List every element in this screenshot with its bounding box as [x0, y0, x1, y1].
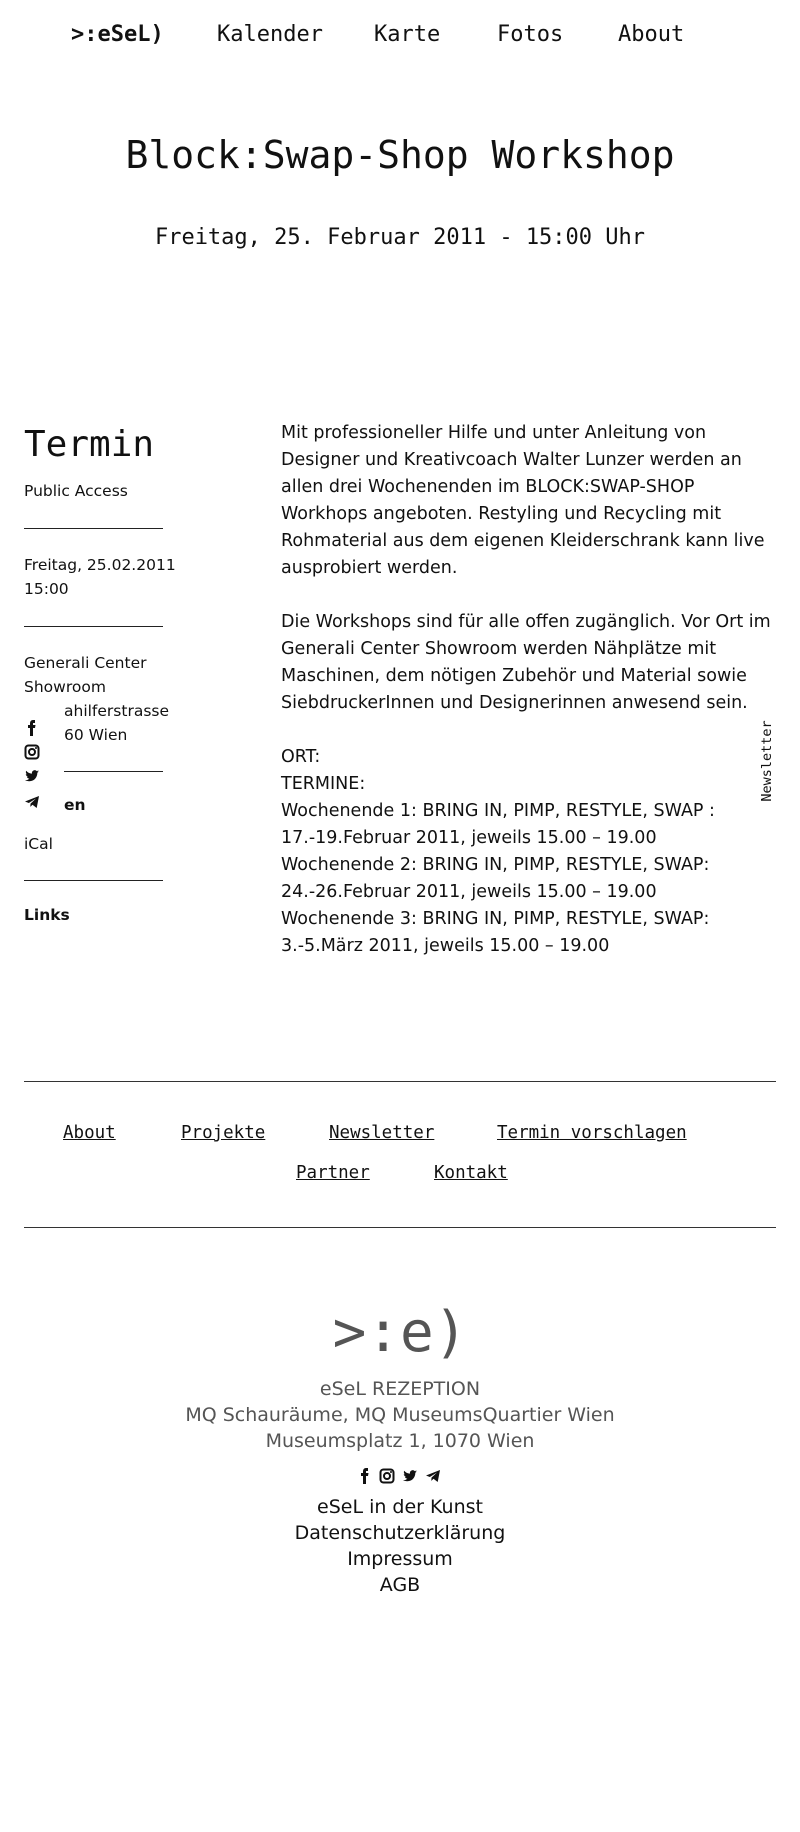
description-paragraph: Die Workshops sind für alle offen zugänglich. Vor Ort im Generali Center Showroom werden Nähplätze mit Maschinen, dem nötigen Zubehör und Material sowie SiebdruckerInnen und Designerinnen anwesend sein.	[281, 612, 771, 713]
footer-link-projekte[interactable]: Projekte	[181, 1123, 266, 1143]
divider	[24, 528, 163, 529]
schedule-line: 17.-19.Februar 2011, jeweils 15.00 – 19.00	[281, 828, 657, 848]
twitter-icon[interactable]	[24, 768, 40, 784]
links-label[interactable]: Links	[24, 906, 70, 924]
footer-link-newsletter[interactable]: Newsletter	[329, 1123, 435, 1143]
nav-kalender[interactable]: Kalender	[217, 22, 323, 47]
telegram-icon[interactable]	[24, 794, 40, 810]
top-navigation	[0, 22, 800, 52]
location-city: 60 Wien	[64, 726, 128, 744]
access-label: Public Access	[24, 482, 128, 500]
schedule-line: 3.-5.März 2011, jeweils 15.00 – 19.00	[281, 936, 610, 956]
share-label[interactable]: en	[64, 796, 86, 814]
schedule-line: Wochenende 3: BRING IN, PIMP, RESTYLE, SWAP:	[281, 909, 710, 929]
divider	[24, 1227, 776, 1228]
telegram-icon[interactable]	[425, 1468, 441, 1484]
description-paragraph: Mit professioneller Hilfe und unter Anleitung von Designer und Kreativcoach Walter Lunzer werden an allen drei Wochenenden im BLOCK:SWAP-SHOP Workhops angeboten. Restyling und Recycling mit Rohmaterial aus dem eigenen Kleiderschrank kann live ausprobiert werden.	[281, 423, 765, 578]
divider	[24, 880, 163, 881]
footer-address-line: MQ Schauräume, MQ MuseumsQuartier Wien	[185, 1404, 615, 1426]
nav-karte[interactable]: Karte	[374, 22, 441, 47]
nav-fotos[interactable]: Fotos	[497, 22, 564, 47]
footer-link-esel-in-der-kunst[interactable]: eSeL in der Kunst	[317, 1496, 483, 1518]
instagram-icon[interactable]	[24, 744, 40, 760]
footer-link-impressum[interactable]: Impressum	[347, 1548, 453, 1570]
divider	[64, 771, 163, 772]
site-logo[interactable]: >:eSeL)	[71, 22, 164, 47]
divider	[24, 1081, 776, 1082]
footer-social-icons	[355, 1468, 445, 1488]
nav-about[interactable]: About	[618, 22, 685, 47]
event-time: 15:00	[24, 580, 69, 598]
event-datetime: Freitag, 25. Februar 2011 - 15:00 Uhr	[154, 225, 646, 250]
footer-venue: eSeL REZEPTION	[319, 1378, 481, 1400]
page-title: Block:Swap-Shop Workshop	[125, 133, 675, 177]
social-share-strip	[24, 720, 54, 820]
event-date: Freitag, 25.02.2011	[24, 556, 176, 574]
twitter-icon[interactable]	[402, 1468, 418, 1484]
schedule-line: TERMINE:	[281, 774, 366, 794]
schedule-line: 24.-26.Februar 2011, jeweils 15.00 – 19.00	[281, 882, 657, 902]
ical-link[interactable]: iCal	[24, 835, 53, 853]
schedule-line: Wochenende 1: BRING IN, PIMP, RESTYLE, SWAP :	[281, 801, 715, 821]
footer-link-datenschutz[interactable]: Datenschutzerklärung	[294, 1522, 506, 1544]
instagram-icon[interactable]	[379, 1468, 395, 1484]
location-street: ahilferstrasse	[64, 702, 170, 720]
schedule-line: Wochenende 2: BRING IN, PIMP, RESTYLE, SWAP:	[281, 855, 710, 875]
schedule-list	[281, 744, 781, 960]
location-name-1: Generali Center	[24, 654, 147, 672]
termin-heading: Termin	[24, 424, 155, 465]
divider	[24, 626, 163, 627]
footer-link-agb[interactable]: AGB	[379, 1574, 421, 1596]
footer-link-about[interactable]: About	[63, 1123, 116, 1143]
footer-link-partner[interactable]: Partner	[296, 1163, 370, 1183]
event-description	[281, 420, 781, 960]
location-name-2: Showroom	[24, 678, 106, 696]
newsletter-tab-label: Newsletter	[759, 720, 775, 802]
facebook-icon[interactable]	[24, 720, 40, 736]
footer-link-termin-vorschlagen[interactable]: Termin vorschlagen	[497, 1123, 687, 1143]
newsletter-tab[interactable]	[755, 720, 779, 805]
schedule-line: ORT:	[281, 747, 321, 767]
footer-address-line: Museumsplatz 1, 1070 Wien	[265, 1430, 535, 1452]
footer-logo[interactable]: >:e)	[332, 1300, 468, 1365]
facebook-icon[interactable]	[357, 1468, 373, 1484]
footer-link-kontakt[interactable]: Kontakt	[434, 1163, 508, 1183]
